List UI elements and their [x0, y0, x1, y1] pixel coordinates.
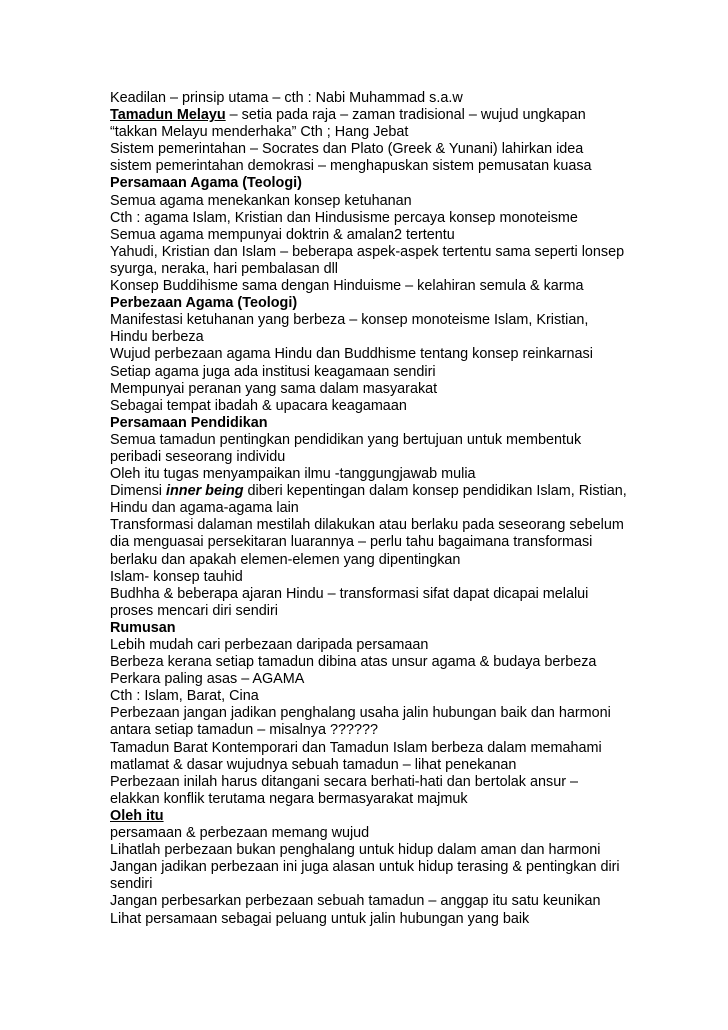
- text-line: syurga, neraka, hari pembalasan dll: [110, 260, 338, 277]
- text-line: Perkara paling asas – AGAMA: [110, 671, 305, 688]
- text-line: [110, 107, 670, 124]
- text-line: Setiap agama juga ada institusi keagamaan sendiri: [110, 363, 436, 380]
- text-span: diberi kepentingan dalam konsep pendidikan Islam, Ristian,: [243, 483, 627, 500]
- text-line: Keadilan – prinsip utama – cth : Nabi Muhammad s.a.w: [110, 90, 463, 106]
- text-line: sistem pemerintahan demokrasi – menghapuskan sistem pemusatan kuasa: [110, 158, 592, 175]
- text-line: Cth : Islam, Barat, Cina: [110, 688, 259, 705]
- section-heading-persamaan-pendidikan: Persamaan Pendidikan: [110, 414, 268, 431]
- emphasis-inner-being: inner being: [165, 483, 244, 500]
- text-line: Hindu berbeza: [110, 329, 204, 346]
- text-line: Sistem pemerintahan – Socrates dan Plato (Greek & Yunani) lahirkan idea: [110, 141, 584, 158]
- text-line: Transformasi dalaman mestilah dilakukan atau berlaku pada seseorang sebelum: [110, 517, 624, 534]
- text-line: Tamadun Barat Kontemporari dan Tamadun Islam berbeza dalam memahami: [110, 739, 602, 756]
- section-heading-rumusan: Rumusan: [110, 619, 176, 636]
- text-line: Jangan perbesarkan perbezaan sebuah tamadun – anggap itu satu keunikan: [110, 893, 601, 910]
- text-line: peribadi seseorang individu: [110, 448, 286, 465]
- text-line: berlaku dan apakah elemen-elemen yang dipentingkan: [110, 551, 461, 568]
- text-line: Budhha & beberapa ajaran Hindu – transformasi sifat dapat dicapai melalui: [110, 585, 589, 602]
- text-line: Manifestasi ketuhanan yang berbeza – konsep monoteisme Islam, Kristian,: [110, 312, 589, 329]
- text-line: Semua agama mempunyai doktrin & amalan2 tertentu: [110, 226, 455, 243]
- text-line: Sebagai tempat ibadah & upacara keagamaan: [110, 397, 407, 414]
- text-line: Wujud perbezaan agama Hindu dan Buddhisme tentang konsep reinkarnasi: [110, 346, 593, 363]
- text-line: elakkan konflik terutama negara bermasyarakat majmuk: [110, 790, 468, 807]
- text-line: Perbezaan inilah harus ditangani secara berhati-hati dan bertolak ansur –: [110, 773, 578, 790]
- text-line: Oleh itu tugas menyampaikan ilmu -tanggungjawab mulia: [110, 466, 476, 483]
- text-span: – setia pada raja – zaman tradisional – wujud ungkapan: [225, 107, 586, 124]
- text-line: [110, 483, 670, 500]
- text-span: Dimensi: [110, 483, 166, 500]
- text-line: Cth : agama Islam, Kristian dan Hindusisme percaya konsep monoteisme: [110, 209, 578, 226]
- section-heading-tamadun-melayu: Tamadun Melayu: [110, 107, 226, 124]
- text-line: Konsep Buddihisme sama dengan Hinduisme – kelahiran semula & karma: [110, 278, 584, 295]
- text-line: Hindu dan agama-agama lain: [110, 500, 299, 517]
- text-line: persamaan & perbezaan memang wujud: [110, 825, 370, 842]
- text-line: Semua agama menekankan konsep ketuhanan: [110, 192, 412, 209]
- text-line: antara setiap tamadun – misalnya ??????: [110, 722, 379, 739]
- text-line: proses mencari diri sendiri: [110, 602, 278, 619]
- text-line: Jangan jadikan perbezaan ini juga alasan untuk hidup terasing & pentingkan diri: [110, 859, 620, 876]
- text-line: Berbeza kerana setiap tamadun dibina atas unsur agama & budaya berbeza: [110, 654, 597, 671]
- text-line: matlamat & dasar wujudnya sebuah tamadun – lihat penekanan: [110, 756, 517, 773]
- text-line: Islam- konsep tauhid: [110, 568, 243, 585]
- text-line: Mempunyai peranan yang sama dalam masyarakat: [110, 380, 438, 397]
- text-line: dia menguasai persekitaran luarannya – perlu tahu bagaimana transformasi: [110, 534, 593, 551]
- text-line: Perbezaan jangan jadikan penghalang usaha jalin hubungan baik dan harmoni: [110, 705, 611, 722]
- section-heading-perbezaan-agama: Perbezaan Agama (Teologi): [110, 295, 298, 312]
- text-line: Lebih mudah cari perbezaan daripada persamaan: [110, 637, 429, 653]
- text-line: sendiri: [110, 876, 153, 893]
- text-line: Yahudi, Kristian dan Islam – beberapa aspek-aspek tertentu sama seperti lonsep: [110, 243, 625, 260]
- text-line: Lihatlah perbezaan bukan penghalang untuk hidup dalam aman dan harmoni: [110, 842, 601, 859]
- text-line: Semua tamadun pentingkan pendidikan yang bertujuan untuk membentuk: [110, 431, 582, 448]
- section-heading-persamaan-agama: Persamaan Agama (Teologi): [110, 175, 302, 192]
- document-page: [110, 90, 670, 928]
- section-heading-oleh-itu: Oleh itu: [110, 807, 164, 824]
- text-line: Lihat persamaan sebagai peluang untuk jalin hubungan yang baik: [110, 910, 530, 927]
- text-line: “takkan Melayu menderhaka” Cth ; Hang Jebat: [110, 124, 409, 141]
